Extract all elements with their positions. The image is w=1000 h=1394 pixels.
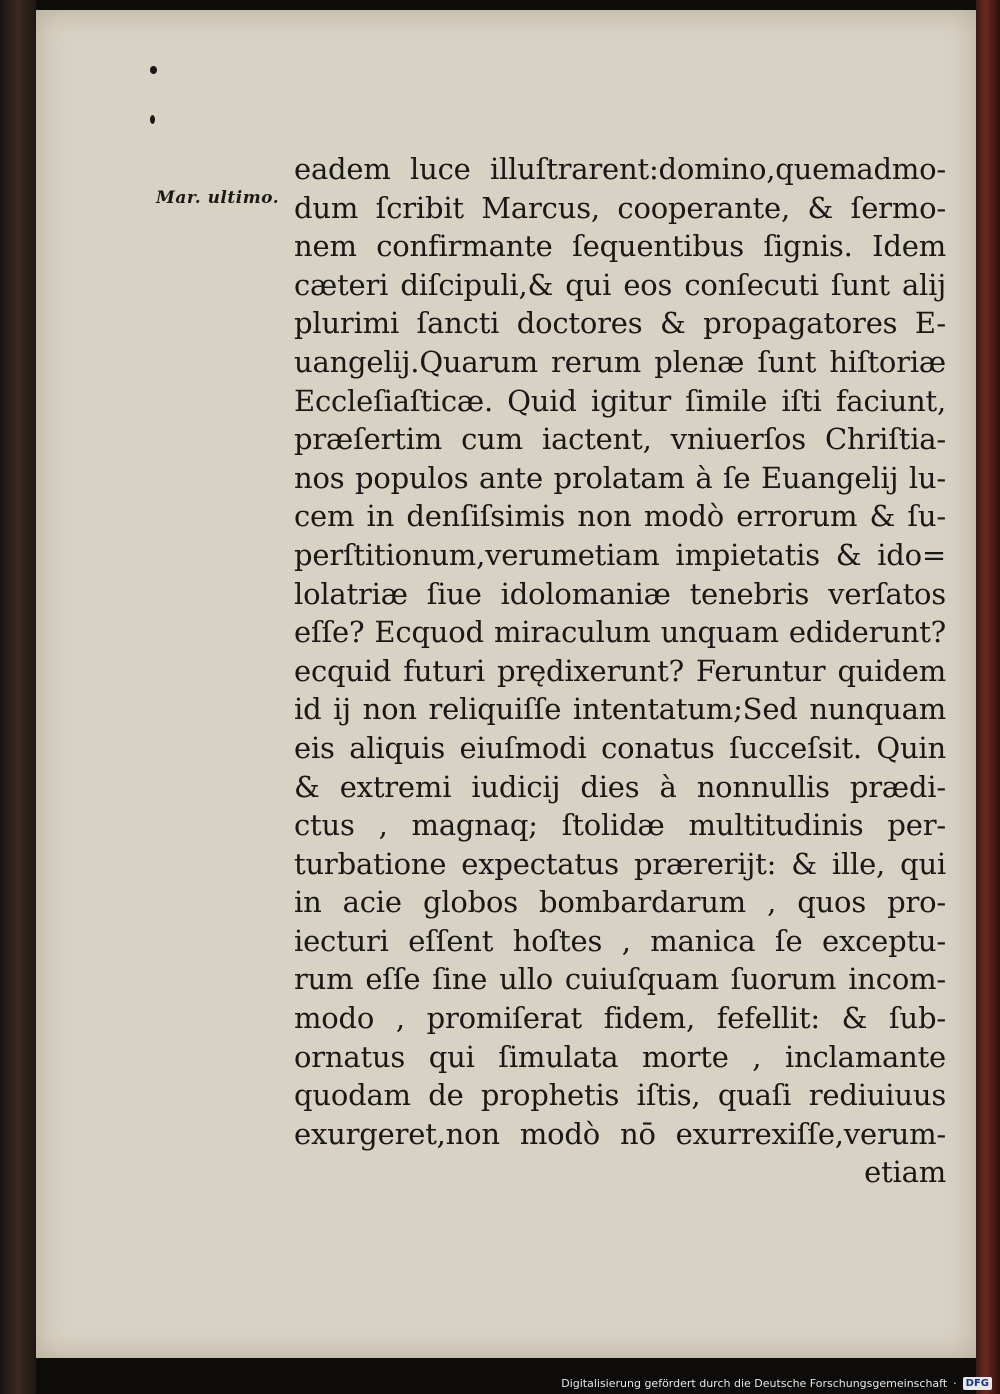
text-line: cæteri diſcipuli,& qui eos conſecuti ſunt alij xyxy=(294,267,946,302)
body-text xyxy=(294,150,946,1192)
book-binding xyxy=(0,0,36,1394)
text-line: eadem luce illuſtrarent:domino,quemadmo- xyxy=(294,152,946,186)
text-line: ornatus qui ſimulata morte , inclamante xyxy=(294,1039,946,1074)
text-line: & extremi iudicij dies à nonnullis prædi- xyxy=(294,769,946,804)
text-line: eis aliquis eiuſmodi conatus ſucceſsit. Quin xyxy=(294,730,946,765)
text-line: modo , promiſerat fidem, fefellit: & ſub- xyxy=(294,1001,946,1036)
text-line: dum ſcribit Marcus, cooperante, & ſermo- xyxy=(294,190,946,225)
text-line: ctus , magnaq; ſtolidæ multitudinis per- xyxy=(294,808,946,843)
text-line: plurimi ſancti doctores & propagatores E- xyxy=(294,306,946,341)
text-line: etiam xyxy=(864,1155,946,1190)
text-line: uangelij.Quarum rerum plenæ ſunt hiſtoriæ xyxy=(294,344,946,379)
footer-text: Digitalisierung gefördert durch die Deutsche Forschungsgemeinschaft xyxy=(561,1377,948,1390)
text-line: ecquid futuri prędixerunt? Feruntur quidem xyxy=(294,653,946,688)
ink-mark xyxy=(150,115,155,124)
text-line: lolatriæ ſiue idolomaniæ tenebris verſatos xyxy=(294,576,946,611)
text-line: eſſe? Ecquod miraculum unquam ediderunt? xyxy=(294,615,946,650)
text-line: cem in denſiſsimis non modò errorum & ſu- xyxy=(294,499,946,534)
text-line: perſtitionum,verumetiam impietatis & ido= xyxy=(294,537,946,572)
marginal-note: Mar. ultimo. xyxy=(156,188,280,208)
text-line: exurgeret,non modò nō exurrexiſſe,verum- xyxy=(294,1116,946,1151)
text-line: iecturi eſſent hoſtes , manica ſe exceptu- xyxy=(294,923,946,958)
page-edge xyxy=(976,0,1000,1394)
dfg-logo: DFG xyxy=(963,1377,992,1390)
text-line: præſertim cum iactent, vniuerſos Chriſtia- xyxy=(294,422,946,457)
text-line: nos populos ante prolatam à ſe Euangelij lu- xyxy=(294,460,946,495)
text-line: id ij non reliquiſſe intentatum;Sed nunquam xyxy=(294,692,946,727)
text-line: quodam de prophetis iſtis, quaſi rediuiuus xyxy=(294,1078,946,1113)
text-line: rum eſſe ſine ullo cuiuſquam ſuorum incom- xyxy=(294,962,946,997)
text-line: Eccleſiaſticæ. Quid igitur ſimile iſti faciunt, xyxy=(294,383,946,418)
text-line: nem confirmante ſequentibus ſignis. Idem xyxy=(294,229,946,264)
ink-mark xyxy=(150,66,157,74)
text-line: in acie globos bombardarum , quos pro- xyxy=(294,885,946,920)
footer: Digitalisierung gefördert durch die Deutsche Forschungsgemeinschaft · DFG xyxy=(561,1377,992,1390)
text-line: turbatione expectatus prærerijt: & ille, qui xyxy=(294,846,946,881)
